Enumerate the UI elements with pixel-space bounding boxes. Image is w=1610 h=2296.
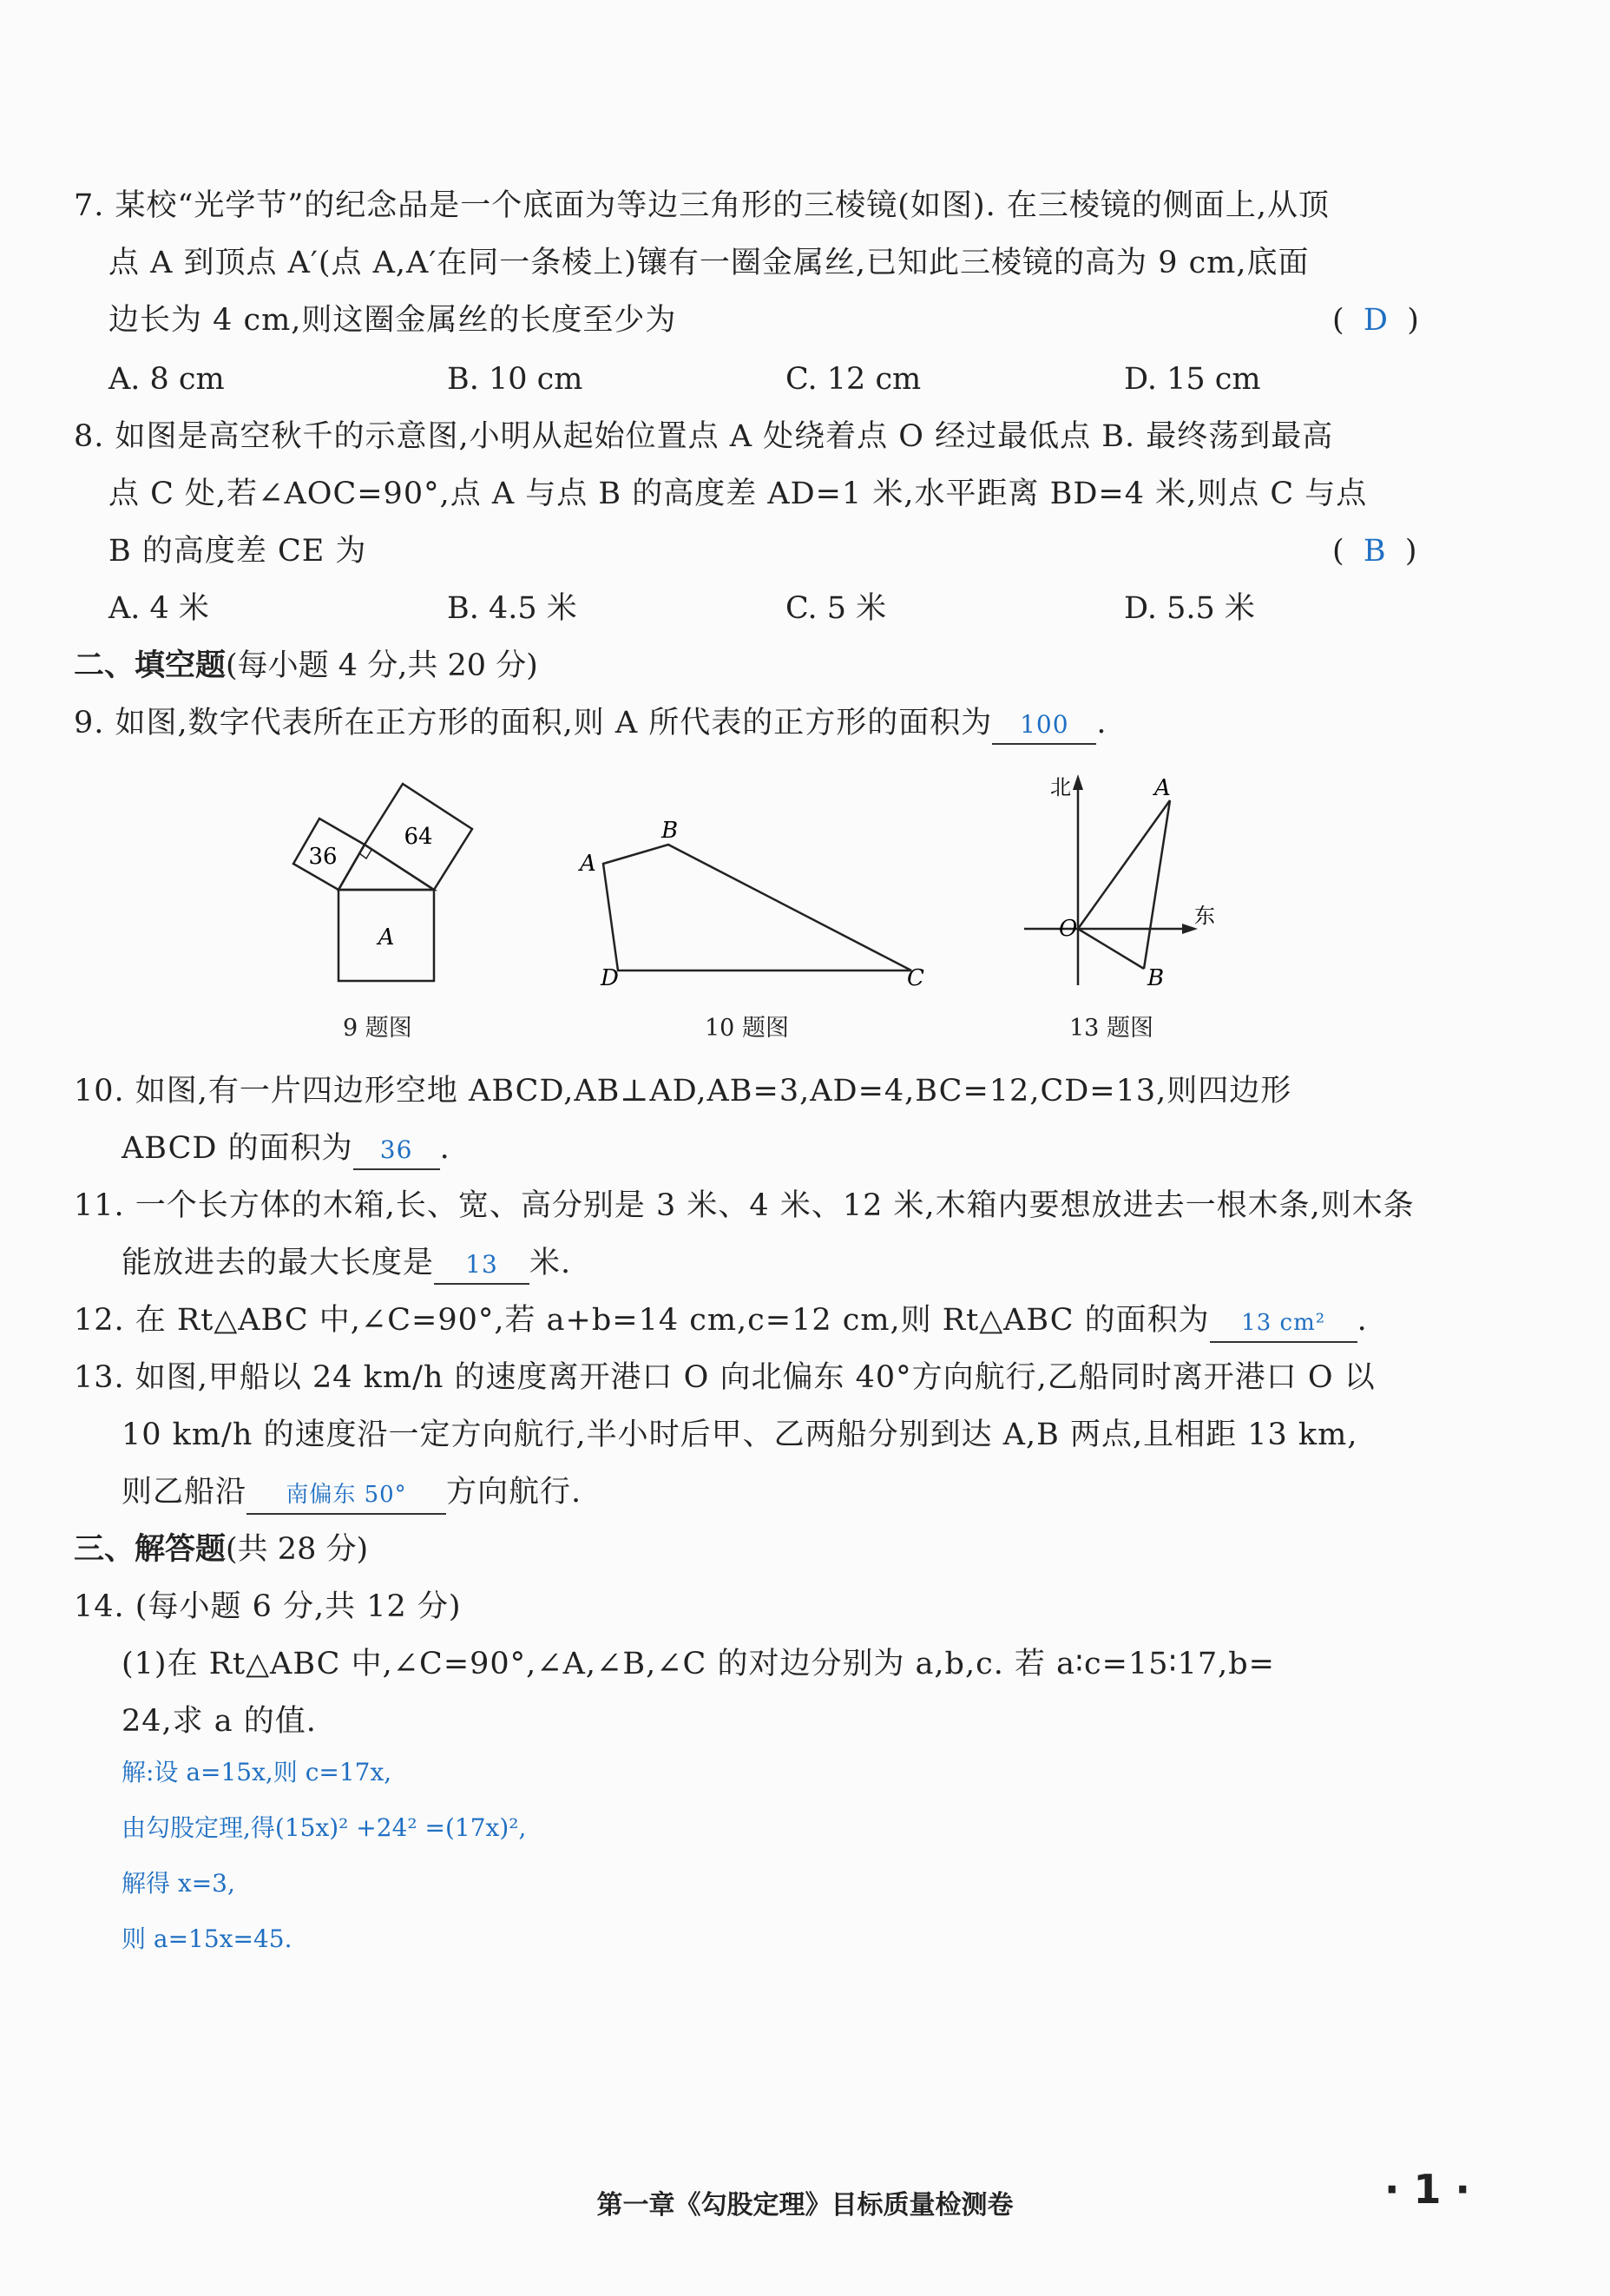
q12-text: 12. 在 Rt△ABC 中,∠C=90°,若 a+b=14 cm,c=12 cm,则 Rt△ABC 的面积为 xyxy=(74,1303,1210,1338)
q12-end: . xyxy=(1357,1303,1368,1338)
q14-head: 14. (每小题 6 分,共 12 分) xyxy=(74,1589,462,1624)
q7-option-b: B. 10 cm xyxy=(447,362,583,397)
q11-end: 米. xyxy=(529,1246,572,1280)
footer-title: 第一章《勾股定理》目标质量检测卷 xyxy=(596,2190,1014,2220)
q13-line1: 13. 如图,甲船以 24 km/h 的速度离开港口 O 向北偏东 40°方向航行,乙船同时离开港口 O 以 xyxy=(74,1360,1376,1395)
q7-option-d: D. 15 cm xyxy=(1124,362,1261,397)
section2-heading xyxy=(74,644,538,687)
q10-answer: 36 xyxy=(353,1132,440,1170)
q8-line3: B 的高度差 CE 为 xyxy=(108,534,367,569)
fig9-right-triangle xyxy=(338,845,434,890)
q7-option-c: C. 12 cm xyxy=(785,362,922,397)
q10-text: ABCD 的面积为 xyxy=(122,1131,353,1166)
q9-text: 9. 如图,数字代表所在正方形的面积,则 A 所代表的正方形的面积为 xyxy=(74,706,993,740)
fig9-label-a: A xyxy=(378,924,395,951)
fig10-label-a: A xyxy=(580,851,596,877)
q11-text: 能放进去的最大长度是 xyxy=(122,1246,435,1280)
fig10-shape xyxy=(603,845,911,970)
q14-solution-line1: 解:设 a=15x,则 c=17x, xyxy=(122,1758,392,1786)
q9-line xyxy=(74,701,1107,745)
section2-title: 二、填空题 xyxy=(74,648,227,683)
q13-line2: 10 km/h 的速度沿一定方向航行,半小时后甲、乙两船分别到达 A,B 两点,且相距 13 km, xyxy=(122,1418,1358,1452)
fig10-label-c: C xyxy=(907,965,924,990)
q13-answer: 南偏东 50° xyxy=(246,1477,446,1515)
fig10-label-d: D xyxy=(601,965,619,990)
q11-line1: 11. 一个长方体的木箱,长、宽、高分别是 3 米、4 米、12 米,木箱内要想放进去一根木条,则木条 xyxy=(74,1188,1415,1223)
fig13-label-a: A xyxy=(1154,775,1171,801)
q7-answer-paren: ( D ) xyxy=(1332,303,1419,338)
fig13-ob xyxy=(1078,929,1144,969)
q7-line3: 边长为 4 cm,则这圈金属丝的长度至少为 xyxy=(108,303,677,338)
q13-text: 则乙船沿 xyxy=(122,1475,247,1510)
q14-line1: (1)在 Rt△ABC 中,∠C=90°,∠A,∠B,∠C 的对边分别为 a,b,c. 若 a∶c=15∶17,b= xyxy=(122,1647,1276,1681)
fig13-ab xyxy=(1144,800,1170,969)
fig9-squares xyxy=(286,768,495,994)
fig9-label-64: 64 xyxy=(404,824,433,850)
fig10-label-b: B xyxy=(661,818,679,844)
q9-end: . xyxy=(1096,706,1107,740)
q11-answer: 13 xyxy=(434,1247,529,1285)
fig13-oa xyxy=(1078,800,1170,929)
q7-line2: 点 A 到顶点 A′(点 A,A′在同一条棱上)镶有一圈金属丝,已知此三棱镜的高为 9 cm,底面 xyxy=(108,246,1310,280)
q8-answer: B xyxy=(1363,534,1386,569)
section3-title: 三、解答题 xyxy=(74,1532,227,1567)
section3-heading xyxy=(74,1528,368,1571)
q10-line2 xyxy=(122,1127,450,1170)
q10-end: . xyxy=(439,1131,450,1166)
fig13-compass-diagram xyxy=(1024,764,1232,998)
q8-option-a: A. 4 米 xyxy=(108,591,209,626)
fig13-north-arrow xyxy=(1073,774,1083,790)
q12-answer: 13 cm² xyxy=(1210,1305,1357,1343)
q13-end: 方向航行. xyxy=(446,1475,582,1510)
q8-option-c: C. 5 米 xyxy=(785,591,887,626)
q8-line2: 点 C 处,若∠AOC=90°,点 A 与点 B 的高度差 AD=1 米,水平距离 BD=4 米,则点 C 与点 xyxy=(108,477,1368,511)
q7-option-a: A. 8 cm xyxy=(108,362,225,397)
fig10-caption: 10 题图 xyxy=(705,1015,789,1042)
fig13-label-east: 东 xyxy=(1194,904,1215,928)
q14-solution-line4: 则 a=15x=45. xyxy=(122,1924,292,1953)
q8-line1: 8. 如图是高空秋千的示意图,小明从起始位置点 A 处绕着点 O 经过最低点 B. 最终荡到最高 xyxy=(74,419,1334,454)
q13-line3 xyxy=(122,1470,582,1515)
fig9-caption: 9 题图 xyxy=(343,1015,412,1042)
fig13-caption: 13 题图 xyxy=(1069,1015,1153,1042)
q11-line2 xyxy=(122,1241,571,1285)
q8-option-d: D. 5.5 米 xyxy=(1124,591,1255,626)
fig9-label-36: 36 xyxy=(308,844,338,870)
q12-line xyxy=(74,1299,1368,1343)
q14-solution-line3: 解得 x=3, xyxy=(122,1869,235,1898)
fig13-label-b: B xyxy=(1147,965,1165,991)
q7-answer: D xyxy=(1363,303,1388,338)
fig10-quadrilateral xyxy=(564,816,946,990)
q10-line1: 10. 如图,有一片四边形空地 ABCD,AB⊥AD,AB=3,AD=4,BC=12,CD=13,则四边形 xyxy=(74,1074,1292,1109)
q8-answer-paren: ( B ) xyxy=(1332,534,1417,569)
q8-option-b: B. 4.5 米 xyxy=(447,591,577,626)
fig13-label-north: 北 xyxy=(1050,775,1071,799)
q14-solution-line2: 由勾股定理,得(15x)² +24² =(17x)², xyxy=(122,1813,527,1842)
fig13-label-o: O xyxy=(1059,916,1078,942)
section2-note: (每小题 4 分,共 20 分) xyxy=(226,648,538,683)
q9-answer: 100 xyxy=(992,707,1096,745)
page-number: · 1 · xyxy=(1384,2166,1470,2213)
section3-note: (共 28 分) xyxy=(226,1532,369,1567)
q7-line1: 7. 某校“光学节”的纪念品是一个底面为等边三角形的三棱镜(如图). 在三棱镜的侧面上,从顶 xyxy=(74,188,1330,223)
q14-line2: 24,求 a 的值. xyxy=(122,1704,317,1739)
